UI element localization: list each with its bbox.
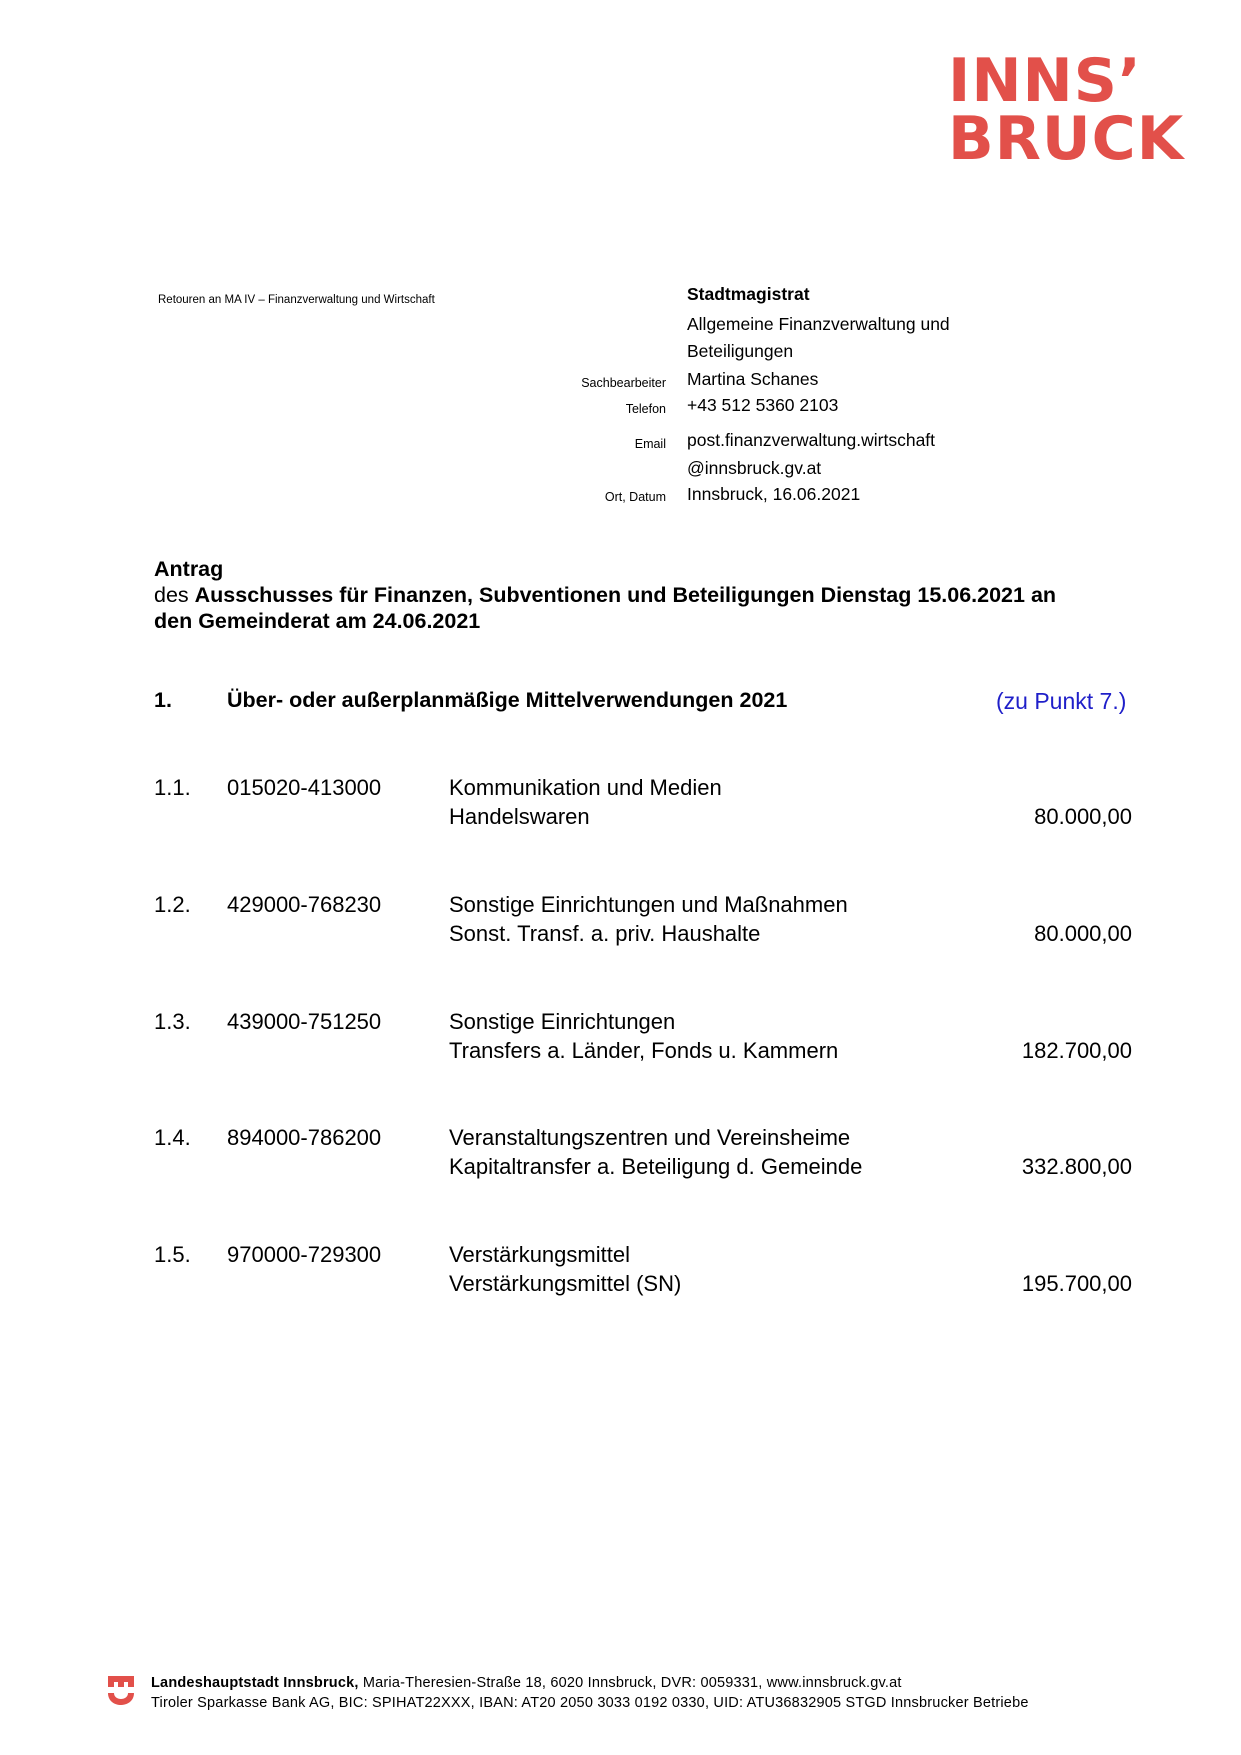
phone-number: +43 512 5360 2103 — [687, 395, 839, 415]
item-description: Sonstige Einrichtungen — [449, 1009, 676, 1034]
footer-line2: Tiroler Sparkasse Bank AG, BIC: SPIHAT22XXX, IBAN: AT20 2050 3033 0192 0330, UID: ATU36832905 STGD Innsbrucker Betriebe — [151, 1695, 1029, 1711]
item-amount: 182.700,00 — [1021, 1038, 1132, 1063]
item-amount: 80.000,00 — [1034, 921, 1132, 946]
section-number: 1. — [154, 688, 172, 712]
item-account: 429000-768230 — [227, 892, 382, 917]
item-subdescription: Kapitaltransfer a. Beteiligung d. Gemeinde — [449, 1154, 863, 1179]
item-account: 894000-786200 — [227, 1125, 382, 1150]
sender-department-line1: Allgemeine Finanzverwaltung und — [687, 314, 950, 334]
footer-city: Landeshauptstadt Innsbruck, — [151, 1675, 359, 1691]
item-subdescription: Sonst. Transf. a. priv. Haushalte — [449, 921, 761, 946]
sender-title: Stadtmagistrat — [687, 284, 810, 304]
label-place-date: Ort, Datum — [604, 490, 666, 504]
item-subdescription: Transfers a. Länder, Fonds u. Kammern — [449, 1038, 839, 1063]
antrag-committee: Ausschusses für Finanzen, Subventionen und Beteiligungen Dienstag 15.06.2021 an — [194, 583, 1057, 607]
label-phone: Telefon — [625, 402, 666, 416]
item-amount: 195.700,00 — [1021, 1271, 1132, 1296]
place-date: Innsbruck, 16.06.2021 — [687, 484, 861, 504]
antrag-heading: Antrag — [154, 557, 224, 581]
item-number: 1.5. — [154, 1242, 191, 1267]
item-description: Veranstaltungszentren und Vereinsheime — [449, 1125, 851, 1150]
innsbruck-logo — [948, 46, 1198, 174]
item-number: 1.1. — [154, 775, 191, 800]
item-account: 970000-729300 — [227, 1242, 382, 1267]
footer-address: Maria-Theresien-Straße 18, 6020 Innsbruck, DVR: 0059331, www.innsbruck.gv.at — [358, 1675, 902, 1691]
logo-line-1: INNS’ — [948, 46, 1142, 116]
footer-line1 — [151, 1675, 902, 1691]
sender-department-line2: Beteiligungen — [687, 341, 794, 361]
antrag-prefix: des — [154, 583, 195, 607]
section-title: Über- oder außerplanmäßige Mittelverwendungen 2021 — [227, 688, 788, 712]
budget-item — [0, 892, 1241, 962]
item-description: Verstärkungsmittel — [449, 1242, 630, 1267]
budget-item — [0, 775, 1241, 845]
item-account: 015020-413000 — [227, 775, 382, 800]
antrag-block — [154, 556, 1144, 634]
item-subdescription: Handelswaren — [449, 804, 590, 829]
item-subdescription: Verstärkungsmittel (SN) — [449, 1271, 682, 1296]
return-address: Retouren an MA IV – Finanzverwaltung und Wirtschaft — [158, 294, 435, 306]
item-description: Kommunikation und Medien — [449, 775, 722, 800]
antrag-line2: den Gemeinderat am 24.06.2021 — [154, 609, 481, 633]
budget-item — [0, 1125, 1241, 1195]
label-clerk: Sachbearbeiter — [581, 376, 666, 390]
logo-line-2: BRUCK — [948, 104, 1185, 174]
item-number: 1.2. — [154, 892, 191, 917]
budget-item — [0, 1009, 1241, 1079]
clerk-name: Martina Schanes — [687, 369, 819, 389]
item-number: 1.4. — [154, 1125, 191, 1150]
item-account: 439000-751250 — [227, 1009, 382, 1034]
email-line2[interactable]: @innsbruck.gv.at — [687, 458, 822, 478]
antrag-line1 — [154, 582, 1144, 608]
item-description: Sonstige Einrichtungen und Maßnahmen — [449, 892, 848, 917]
item-amount: 80.000,00 — [1034, 804, 1132, 829]
item-number: 1.3. — [154, 1009, 191, 1034]
budget-item — [0, 1242, 1241, 1312]
section-reference: (zu Punkt 7.) — [996, 688, 1127, 714]
email-line1[interactable]: post.finanzverwaltung.wirtschaft — [687, 430, 936, 450]
item-amount: 332.800,00 — [1021, 1154, 1132, 1179]
city-crest-icon — [107, 1675, 135, 1711]
label-email: Email — [634, 437, 666, 451]
